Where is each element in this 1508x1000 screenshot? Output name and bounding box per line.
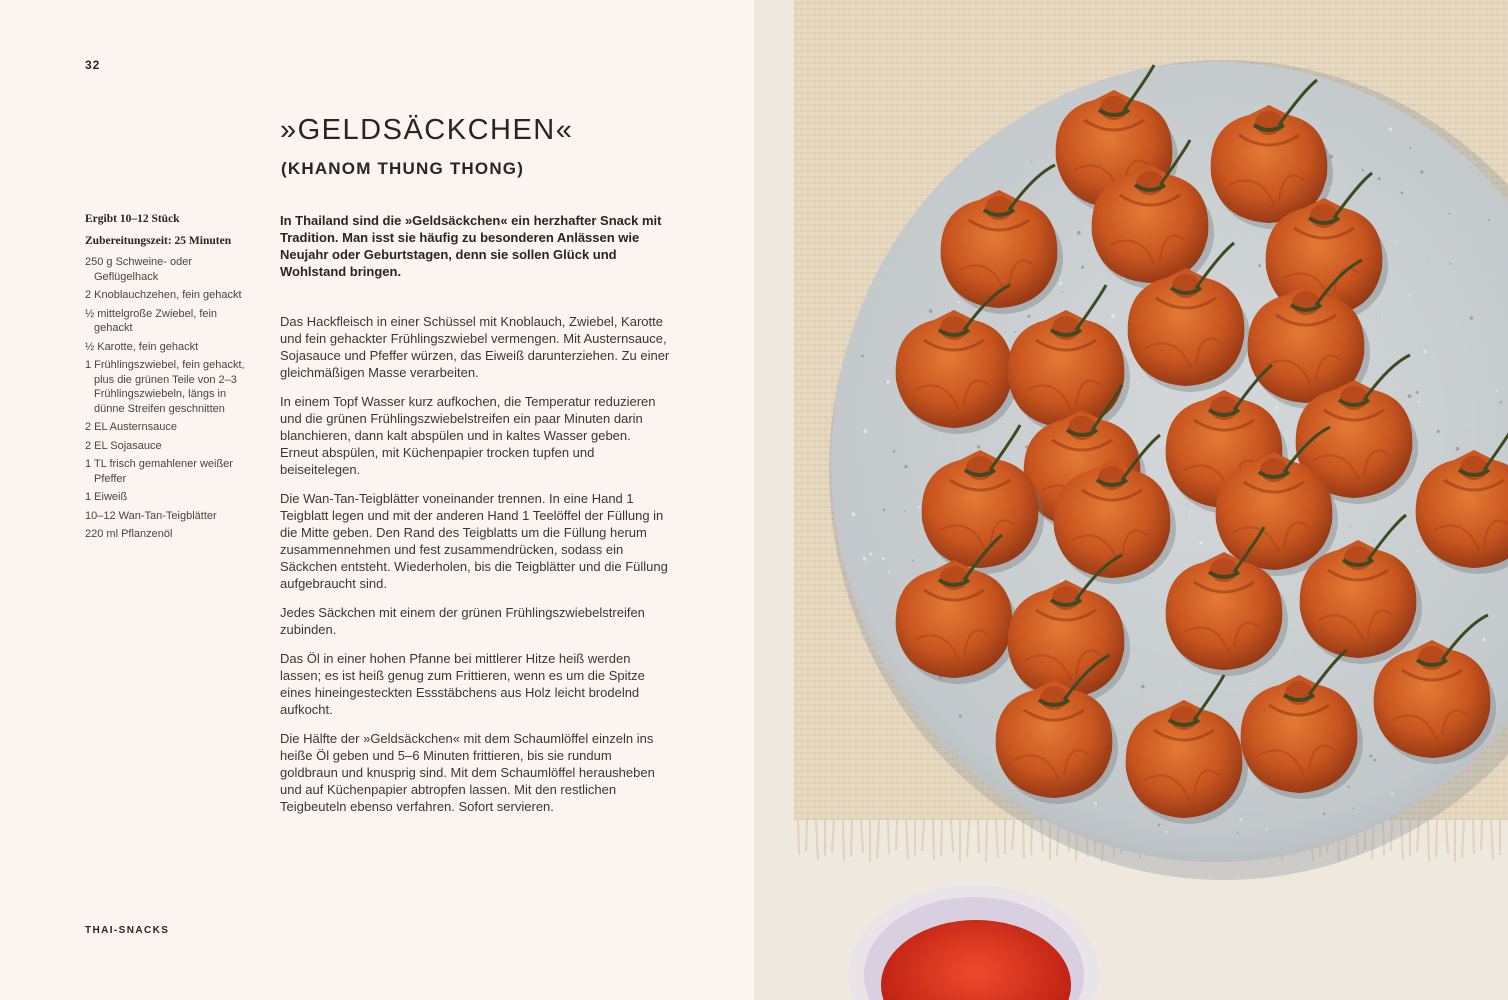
ingredient-item: 2 EL Austernsauce [85,421,177,433]
section-label: THAI-SNACKS [85,925,170,936]
dumplings-photo-illustration [754,0,1508,1000]
step-paragraph: Jedes Säckchen mit einem der grünen Frühlingszwiebelstreifen zubinden. [280,605,645,637]
ingredient-item: 2 Knoblauchzehen, fein gehackt [85,289,242,301]
ingredient-item: 250 g Schweine- oder Geflügelhack [85,256,193,283]
ingredient-item: 1 Eiweiß [85,491,128,503]
ingredient-item: ½ Karotte, fein gehackt [85,340,199,353]
step-paragraph: Das Öl in einer hohen Pfanne bei mittlerer Hitze heiß werden lassen; es ist heiß genug zum Frittieren, wenn es um die Spitze eines hineingesteckten Essstäbchens aus Holz leicht brodelnd aufkocht. [280,651,645,717]
ingredient-item: 1 Frühlingszwiebel, fein gehackt, plus die grünen Teile von 2–3 Frühlingszwiebeln, längs in dünne Streifen geschnitten [85,359,245,415]
step-paragraph: Die Wan-Tan-Teigblätter voneinander trennen. In eine Hand 1 Teigblatt legen und mit der anderen Hand 1 Teelöffel der Füllung in die Mitte geben. Den Rand des Teigblatts um die Füllung herum zusammennehmen und fest zusammendrücken, sodass ein Säckchen entsteht. Wiederholen, bis die Teigblätter und die Füllung aufgebraucht sind. [280,491,668,591]
ingredient-item: 10–12 Wan-Tan-Teigblätter [85,509,217,522]
recipe-intro: In Thailand sind die »Geldsäckchen« ein herzhafter Snack mit Tradition. Man isst sie häufig zu besonderen Anlässen wie Neujahr oder Geburtstagen, denn sie sollen Glück und Wohlstand bringen. [280,213,662,279]
recipe-title: »GELDSÄCKCHEN« [280,114,574,146]
ingredients-sidebar [85,212,257,546]
prep-time: Zubereitungszeit: 25 Minuten [85,234,232,247]
step-paragraph: In einem Topf Wasser kurz aufkochen, die Temperatur reduzieren und die grünen Frühlingszwiebelstreifen ein paar Minuten darin blanchieren, dann kalt abspülen und in kaltes Wasser geben. Erneut abspülen, mit Küchenpapier trocken tupfen und beiseitelegen. [280,394,656,477]
ingredient-item: 2 EL Sojasauce [85,439,162,452]
page-number: 32 [85,58,101,72]
ingredient-item: ½ mittelgroße Zwiebel, fein gehackt [85,307,218,334]
recipe-steps [280,313,672,827]
ingredient-item: 1 TL frisch gemahlener weißer Pfeffer [85,458,233,485]
food-photo [754,0,1508,1000]
recipe-subtitle: (KHANOM THUNG THONG) [281,159,525,178]
step-paragraph: Die Hälfte der »Geldsäckchen« mit dem Schaumlöffel einzeln ins heiße Öl geben und 5–6 Minuten frittieren, bis sie rundum goldbraun und knusprig sind. Mit dem Schaumlöffel herausheben und auf Küchenpapier abtropfen lassen. Mit den restlichen Teigbeuteln ebenso verfahren. Sofort servieren. [280,731,655,814]
step-paragraph: Das Hackfleisch in einer Schüssel mit Knoblauch, Zwiebel, Karotte und fein gehackter Frühlingszwiebel vermengen. Mit Austernsauce, Sojasauce und Pfeffer würzen, das Eiweiß darunterziehen. Zu einer gleichmäßigen Masse verarbeiten. [280,314,670,380]
yield-info: Ergibt 10–12 Stück [85,213,180,225]
ingredient-item: 220 ml Pflanzenöl [85,528,173,540]
ingredient-list [85,255,257,542]
